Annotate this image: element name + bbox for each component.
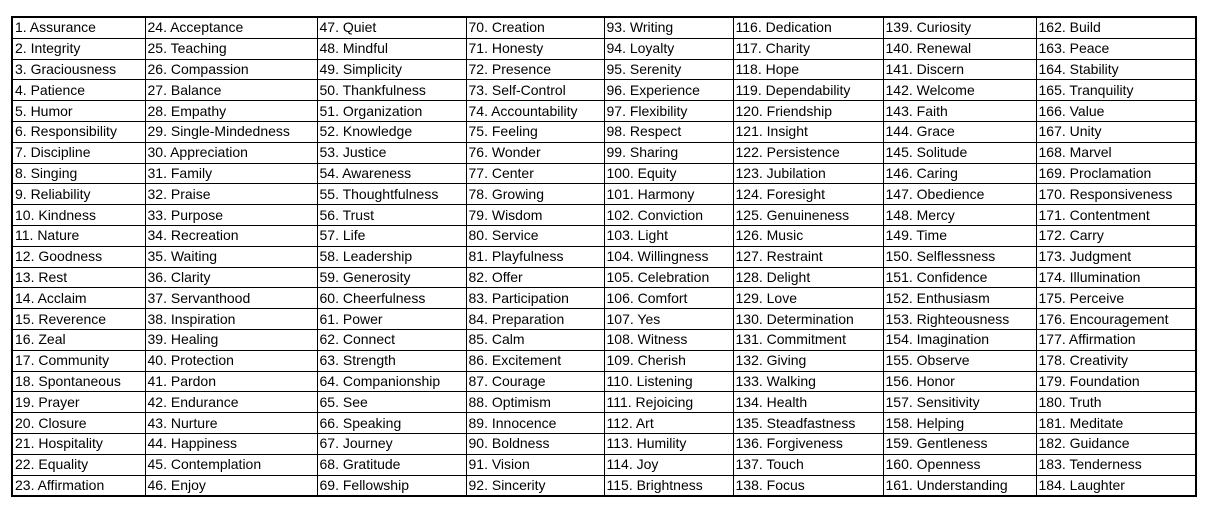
table-cell: 109. Cherish [604,350,733,371]
table-cell: 152. Enthusiasm [883,288,1036,309]
table-cell: 19. Prayer [12,392,145,413]
table-cell: 11. Nature [12,225,145,246]
table-row [12,350,1196,371]
table-cell: 166. Value [1036,101,1196,122]
table-row [12,329,1196,350]
table-cell: 28. Empathy [145,101,317,122]
table-cell: 18. Spontaneous [12,371,145,392]
table-cell: 81. Playfulness [466,246,604,267]
table-cell: 16. Zeal [12,329,145,350]
table-cell: 170. Responsiveness [1036,184,1196,205]
table-row [12,309,1196,330]
table-cell: 59. Generosity [317,267,466,288]
table-cell: 76. Wonder [466,142,604,163]
table-body [12,17,1196,496]
table-cell: 95. Serenity [604,59,733,80]
table-cell: 125. Genuineness [733,205,883,226]
table-cell: 32. Praise [145,184,317,205]
table-row [12,267,1196,288]
table-cell: 64. Companionship [317,371,466,392]
table-cell: 98. Respect [604,121,733,142]
table-cell: 53. Justice [317,142,466,163]
table-cell: 22. Equality [12,454,145,475]
table-cell: 66. Speaking [317,413,466,434]
table-cell: 122. Persistence [733,142,883,163]
table-cell: 144. Grace [883,121,1036,142]
table-cell: 153. Righteousness [883,309,1036,330]
table-cell: 147. Obedience [883,184,1036,205]
table-cell: 174. Illumination [1036,267,1196,288]
table-row [12,59,1196,80]
table-cell: 103. Light [604,225,733,246]
table-row [12,205,1196,226]
table-cell: 179. Foundation [1036,371,1196,392]
table-cell: 15. Reverence [12,309,145,330]
table-cell: 139. Curiosity [883,17,1036,38]
table-cell: 163. Peace [1036,38,1196,59]
table-row [12,413,1196,434]
table-cell: 92. Sincerity [466,475,604,496]
table-cell: 158. Helping [883,413,1036,434]
table-cell: 96. Experience [604,80,733,101]
table-cell: 54. Awareness [317,163,466,184]
table-cell: 84. Preparation [466,309,604,330]
table-cell: 10. Kindness [12,205,145,226]
table-cell: 87. Courage [466,371,604,392]
table-cell: 128. Delight [733,267,883,288]
table-cell: 119. Dependability [733,80,883,101]
table-cell: 129. Love [733,288,883,309]
table-cell: 7. Discipline [12,142,145,163]
table-cell: 27. Balance [145,80,317,101]
table-cell: 63. Strength [317,350,466,371]
table-cell: 8. Singing [12,163,145,184]
table-cell: 169. Proclamation [1036,163,1196,184]
table-cell: 70. Creation [466,17,604,38]
table-row [12,101,1196,122]
table-cell: 173. Judgment [1036,246,1196,267]
table-cell: 1. Assurance [12,17,145,38]
table-cell: 31. Family [145,163,317,184]
table-cell: 45. Contemplation [145,454,317,475]
table-cell: 100. Equity [604,163,733,184]
table-cell: 20. Closure [12,413,145,434]
table-cell: 68. Gratitude [317,454,466,475]
table-cell: 23. Affirmation [12,475,145,496]
table-cell: 126. Music [733,225,883,246]
table-row [12,288,1196,309]
table-cell: 148. Mercy [883,205,1036,226]
table-cell: 138. Focus [733,475,883,496]
table-cell: 36. Clarity [145,267,317,288]
table-cell: 120. Friendship [733,101,883,122]
table-cell: 111. Rejoicing [604,392,733,413]
table-cell: 85. Calm [466,329,604,350]
table-cell: 90. Boldness [466,433,604,454]
table-cell: 180. Truth [1036,392,1196,413]
table-cell: 88. Optimism [466,392,604,413]
table-cell: 25. Teaching [145,38,317,59]
table-cell: 102. Conviction [604,205,733,226]
table-cell: 97. Flexibility [604,101,733,122]
table-cell: 71. Honesty [466,38,604,59]
table-cell: 183. Tenderness [1036,454,1196,475]
table-cell: 21. Hospitality [12,433,145,454]
table-cell: 132. Giving [733,350,883,371]
table-cell: 165. Tranquility [1036,80,1196,101]
table-cell: 167. Unity [1036,121,1196,142]
table-cell: 151. Confidence [883,267,1036,288]
table-cell: 26. Compassion [145,59,317,80]
table-cell: 118. Hope [733,59,883,80]
table-cell: 124. Foresight [733,184,883,205]
table-cell: 38. Inspiration [145,309,317,330]
table-cell: 40. Protection [145,350,317,371]
table-cell: 181. Meditate [1036,413,1196,434]
table-cell: 30. Appreciation [145,142,317,163]
table-cell: 113. Humility [604,433,733,454]
table-cell: 108. Witness [604,329,733,350]
table-cell: 17. Community [12,350,145,371]
table-cell: 61. Power [317,309,466,330]
table-cell: 156. Honor [883,371,1036,392]
table-cell: 159. Gentleness [883,433,1036,454]
table-cell: 50. Thankfulness [317,80,466,101]
table-cell: 49. Simplicity [317,59,466,80]
table-cell: 164. Stability [1036,59,1196,80]
table-cell: 86. Excitement [466,350,604,371]
table-row [12,121,1196,142]
table-cell: 58. Leadership [317,246,466,267]
table-cell: 79. Wisdom [466,205,604,226]
table-cell: 80. Service [466,225,604,246]
table-row [12,17,1196,38]
table-cell: 157. Sensitivity [883,392,1036,413]
table-cell: 69. Fellowship [317,475,466,496]
table-cell: 161. Understanding [883,475,1036,496]
table-cell: 9. Reliability [12,184,145,205]
table-cell: 48. Mindful [317,38,466,59]
table-cell: 175. Perceive [1036,288,1196,309]
table-row [12,80,1196,101]
table-cell: 184. Laughter [1036,475,1196,496]
table-row [12,475,1196,496]
table-cell: 73. Self-Control [466,80,604,101]
table-cell: 46. Enjoy [145,475,317,496]
table-cell: 60. Cheerfulness [317,288,466,309]
table-cell: 75. Feeling [466,121,604,142]
table-cell: 142. Welcome [883,80,1036,101]
table-cell: 37. Servanthood [145,288,317,309]
table-cell: 155. Observe [883,350,1036,371]
table-cell: 145. Solitude [883,142,1036,163]
table-cell: 171. Contentment [1036,205,1196,226]
table-cell: 55. Thoughtfulness [317,184,466,205]
table-cell: 133. Walking [733,371,883,392]
table-cell: 150. Selflessness [883,246,1036,267]
table-cell: 101. Harmony [604,184,733,205]
table-cell: 14. Acclaim [12,288,145,309]
table-row [12,371,1196,392]
table-cell: 112. Art [604,413,733,434]
table-cell: 127. Restraint [733,246,883,267]
table-cell: 51. Organization [317,101,466,122]
table-cell: 56. Trust [317,205,466,226]
table-cell: 168. Marvel [1036,142,1196,163]
table-cell: 143. Faith [883,101,1036,122]
table-cell: 154. Imagination [883,329,1036,350]
table-cell: 114. Joy [604,454,733,475]
table-cell: 106. Comfort [604,288,733,309]
table-cell: 2. Integrity [12,38,145,59]
table-cell: 47. Quiet [317,17,466,38]
table-cell: 6. Responsibility [12,121,145,142]
table-cell: 140. Renewal [883,38,1036,59]
table-cell: 93. Writing [604,17,733,38]
table-cell: 130. Determination [733,309,883,330]
table-cell: 5. Humor [12,101,145,122]
table-cell: 33. Purpose [145,205,317,226]
table-cell: 13. Rest [12,267,145,288]
table-cell: 177. Affirmation [1036,329,1196,350]
table-cell: 24. Acceptance [145,17,317,38]
table-cell: 146. Caring [883,163,1036,184]
table-cell: 74. Accountability [466,101,604,122]
table-row [12,184,1196,205]
table-cell: 78. Growing [466,184,604,205]
table-cell: 34. Recreation [145,225,317,246]
table-cell: 115. Brightness [604,475,733,496]
table-row [12,433,1196,454]
table-cell: 62. Connect [317,329,466,350]
table-cell: 44. Happiness [145,433,317,454]
table-cell: 107. Yes [604,309,733,330]
table-cell: 104. Willingness [604,246,733,267]
table-cell: 123. Jubilation [733,163,883,184]
table-cell: 116. Dedication [733,17,883,38]
table-cell: 134. Health [733,392,883,413]
table-cell: 121. Insight [733,121,883,142]
table-cell: 29. Single-Mindedness [145,121,317,142]
table-cell: 141. Discern [883,59,1036,80]
table-cell: 160. Openness [883,454,1036,475]
table-cell: 72. Presence [466,59,604,80]
table-cell: 39. Healing [145,329,317,350]
table-cell: 182. Guidance [1036,433,1196,454]
table-cell: 42. Endurance [145,392,317,413]
table-cell: 82. Offer [466,267,604,288]
table-cell: 110. Listening [604,371,733,392]
table-cell: 94. Loyalty [604,38,733,59]
table-row [12,38,1196,59]
table-cell: 41. Pardon [145,371,317,392]
table-row [12,454,1196,475]
table-cell: 67. Journey [317,433,466,454]
table-cell: 178. Creativity [1036,350,1196,371]
table-cell: 117. Charity [733,38,883,59]
table-cell: 105. Celebration [604,267,733,288]
table-cell: 89. Innocence [466,413,604,434]
table-cell: 131. Commitment [733,329,883,350]
table-row [12,142,1196,163]
table-row [12,392,1196,413]
table-cell: 43. Nurture [145,413,317,434]
table-cell: 99. Sharing [604,142,733,163]
table-cell: 172. Carry [1036,225,1196,246]
table-cell: 176. Encouragement [1036,309,1196,330]
table-cell: 12. Goodness [12,246,145,267]
table-cell: 135. Steadfastness [733,413,883,434]
table-row [12,225,1196,246]
table-cell: 4. Patience [12,80,145,101]
table-row [12,163,1196,184]
table-cell: 162. Build [1036,17,1196,38]
table-cell: 136. Forgiveness [733,433,883,454]
table-cell: 91. Vision [466,454,604,475]
table-cell: 3. Graciousness [12,59,145,80]
table-cell: 83. Participation [466,288,604,309]
table-cell: 65. See [317,392,466,413]
table-cell: 35. Waiting [145,246,317,267]
table-cell: 137. Touch [733,454,883,475]
table-cell: 52. Knowledge [317,121,466,142]
values-table [11,16,1197,497]
table-row [12,246,1196,267]
table-cell: 149. Time [883,225,1036,246]
table-cell: 57. Life [317,225,466,246]
table-cell: 77. Center [466,163,604,184]
